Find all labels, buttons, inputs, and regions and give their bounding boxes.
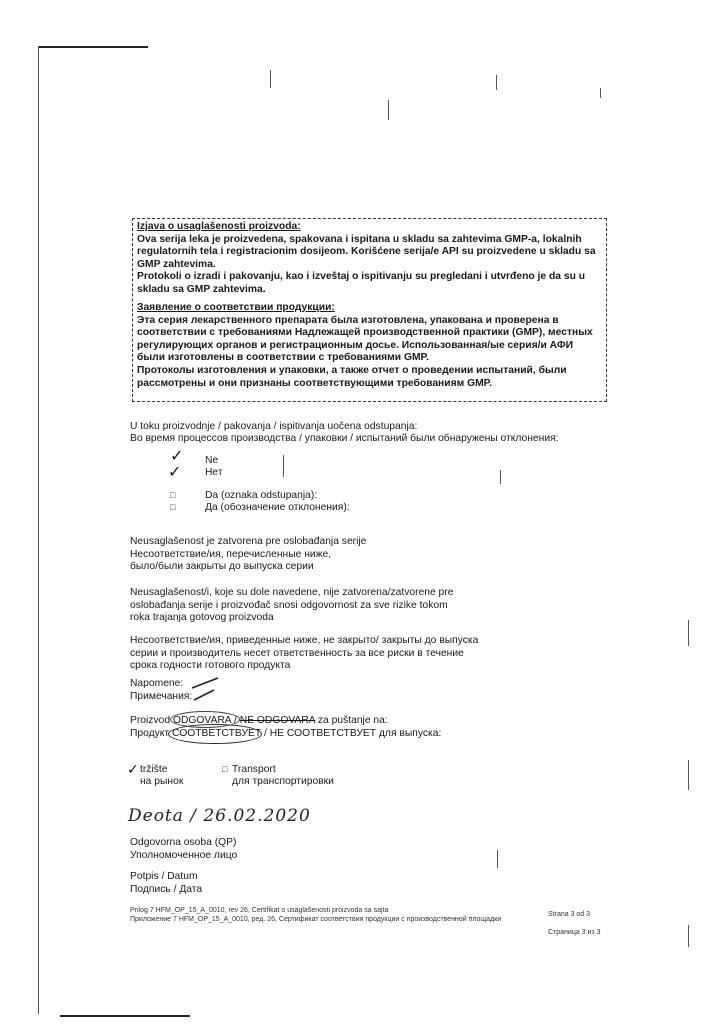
footer-ru: Приложение 7 HFM_OP_15_A_0010, ред. 26, Сертификат соответствия продукции с производственной площадки	[130, 916, 502, 923]
release-line-sr	[130, 715, 388, 728]
release-sr-no: NE ODGOVARA	[239, 715, 316, 726]
scan-speck	[688, 925, 689, 947]
compliance-ru-section	[137, 302, 603, 390]
checkbox-icon[interactable]: □	[222, 764, 228, 774]
option-yes-sr: Da (oznaka odstupanja):	[205, 490, 318, 501]
sign-date-block	[130, 871, 202, 896]
checkmark-icon[interactable]: ✓	[127, 762, 139, 778]
closed-deviations-block	[130, 536, 366, 574]
scan-speck	[688, 760, 689, 790]
option-yes-ru: Да (обозначение отклонения):	[205, 502, 350, 513]
open-sr-line-2: oslobađanja serije i proizvođač snosi odgovornost za sve rizike tokom	[130, 599, 448, 611]
compliance-sr-body-2: Protokoli o izradi i pakovanju, kao i izveštaj o ispitivanju su pregledani i utvrđeno je da su u skladu sa GMP zahtevima.	[137, 271, 586, 295]
option-no-sr: Ne	[205, 455, 219, 466]
closed-ru-line-1: Несоответствие/ия, перечисленные ниже,	[130, 548, 332, 560]
scan-speck	[500, 470, 501, 484]
sign-date-ru: Подпись / Дата	[130, 883, 203, 895]
scan-speck	[496, 75, 497, 90]
selection-circle-icon	[170, 711, 240, 728]
market-sr: tržište	[140, 764, 168, 775]
transport-ru: для транспортировки	[232, 776, 334, 787]
compliance-ru-body: Эта серия лекарственного препарата была изготовлена, упакована и проверена в соответствии с требованиями Надлежащей производственной практики (GMP), местных регулирующих органов и регистрационным досье. Использованная/ые серия/и АФИ были изготовлены в соответствии с требованиями GMP.	[137, 314, 593, 364]
release-ru-prefix: Продукт	[130, 728, 172, 739]
closed-ru-line-2: было/были закрыты до выпуска серии	[130, 561, 314, 573]
scan-speck	[283, 455, 284, 477]
deviations-question-sr: U toku proizvodnje / pakovanja / ispitivanja uočena odstupanja:	[130, 421, 418, 432]
checkmark-icon[interactable]: ✓	[168, 462, 182, 481]
notes-block	[130, 678, 192, 703]
notes-label-sr: Napomene:	[130, 678, 184, 689]
checkbox-icon[interactable]: □	[170, 502, 176, 512]
release-ru-no: НЕ СООТВЕТСТВУЕТ	[269, 728, 377, 739]
release-ru-sep: /	[261, 728, 270, 739]
closed-sr: Neusaglašenost je zatvorena pre oslobađanja serije	[130, 536, 367, 547]
checkbox-icon[interactable]: □	[170, 490, 176, 500]
open-deviations-ru-block	[130, 635, 478, 673]
open-ru-line-3: срока годности готового продукта	[130, 660, 291, 672]
qp-sr: Odgovorna osoba (QP)	[130, 837, 237, 848]
handwritten-dash-icon	[188, 674, 232, 704]
release-sr-sep: /	[231, 715, 240, 726]
page-number-ru: Страница 3 из 3	[548, 929, 601, 936]
open-sr-line-3: roka trajanja gotovog proizvoda	[130, 612, 274, 624]
compliance-ru-body-2: Протоколы изготовления и упаковки, а также отчет о проведении испытаний, были рассмотрены и они признаны соответствующими требованиям GMP.	[137, 364, 567, 389]
scan-speck	[600, 88, 601, 98]
release-ru-suffix: для выпуска:	[376, 728, 442, 739]
compliance-sr-heading: Izjava o usaglašenosti proizvoda:	[137, 221, 301, 232]
compliance-sr-section	[137, 221, 603, 297]
release-ru-yes: СООТВЕТСТВУЕТ	[171, 728, 262, 739]
footer-sr: Prilog 7 HFM_OP_15_A_0010, rev 26, Certifikat o usaglašenosti proizvoda sa sajta	[130, 907, 389, 914]
page-number-sr: Strana 3 od 3	[548, 911, 591, 918]
release-sr-suffix: za puštanje na:	[315, 715, 388, 726]
open-ru-line-2: серии и производитель несет ответственность за все риски в течение	[130, 647, 464, 659]
qp-block	[130, 837, 237, 862]
open-ru-line-1: Несоответствие/ия, приведенные ниже, не закрыто/ закрыты до выпуска	[130, 635, 479, 646]
compliance-sr-body: Ova serija leka je proizvedena, spakovana i ispitana u skladu sa zahtevima GMP-a, lokalnih regulatornih tela i registracionim dosijeom. Korišćene serija/e API su proizvedene u skladu sa GMP zahtevima.	[137, 233, 596, 270]
qp-ru: Уполномоченное лицо	[130, 849, 238, 861]
scan-speck	[388, 100, 389, 120]
scan-speck	[270, 70, 271, 88]
release-sr-prefix: Proizvod	[130, 715, 173, 726]
open-deviations-sr-block	[130, 587, 453, 625]
scan-edge-bottom	[60, 1015, 190, 1017]
scan-speck	[497, 850, 498, 868]
scan-speck	[688, 620, 689, 646]
notes-label-ru: Примечания:	[130, 690, 193, 702]
release-sr-yes: ODGOVARA	[172, 715, 232, 726]
checkmark-icon[interactable]: ✓	[170, 446, 184, 465]
scan-edge-top	[38, 46, 148, 48]
deviations-question-ru: Во время процессов производства / упаковки / испытаний были обнаружены отклонения:	[130, 433, 559, 444]
transport-sr: Transport	[232, 764, 276, 775]
sign-date-sr: Potpis / Datum	[130, 871, 198, 882]
market-ru: на рынок	[140, 776, 184, 787]
handwritten-signature: Deota / 26.02.2020	[128, 806, 311, 826]
compliance-ru-heading: Заявление о соответствии продукции:	[137, 302, 335, 313]
option-no-ru: Нет	[205, 467, 223, 478]
scan-edge-left	[38, 46, 39, 1014]
open-sr-line-1: Neusaglašenost/i, koje su dole navedene, nije zatvorena/zatvorene pre	[130, 587, 454, 598]
